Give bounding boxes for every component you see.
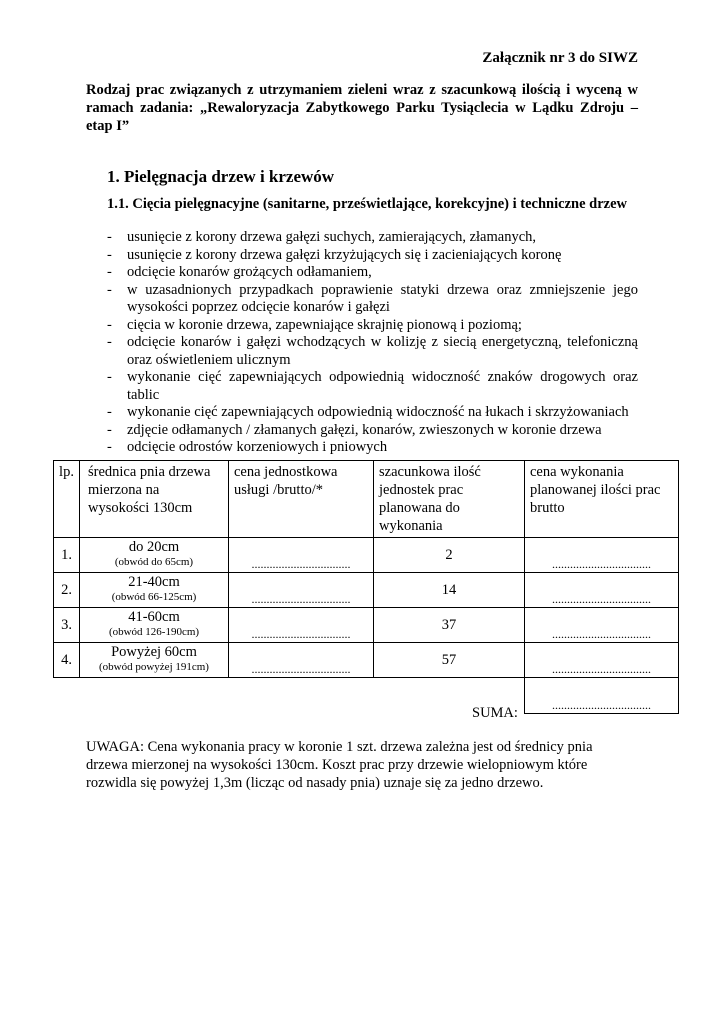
row-quantity: 14 [374, 573, 525, 608]
row-quantity: 2 [374, 538, 525, 573]
total-field: ................................. [525, 643, 679, 678]
row-lp: 3. [54, 608, 80, 643]
header-quantity: szacunkowa ilość jednostek prac planowana do wykonania [374, 461, 525, 538]
row-diameter [80, 538, 229, 573]
list-item: - wykonanie cięć zapewniających odpowiednią widoczność znaków drogowych oraz tablic [107, 369, 638, 404]
sum-total-field: ................................. [525, 678, 679, 714]
unit-price-field: ................................. [229, 538, 374, 573]
total-field: ................................. [525, 573, 679, 608]
circumference-range: (obwód 126-190cm) [108, 626, 200, 638]
table-row [54, 573, 679, 608]
list-item: - w uzasadnionych przypadkach poprawienie statyki drzewa oraz zmniejszenie jego wysokości poprzez odcięcie konarów i gałęzi [107, 282, 638, 317]
list-item: - cięcia w koronie drzewa, zapewniające skrajnię pionową i poziomą; [107, 317, 638, 335]
sum-row [54, 678, 679, 714]
table-row [54, 608, 679, 643]
unit-price-field: ................................. [229, 608, 374, 643]
row-diameter [80, 573, 229, 608]
sum-spacer [54, 678, 525, 714]
sum-label: SUMA: [472, 705, 518, 721]
row-quantity: 37 [374, 608, 525, 643]
list-item: - odcięcie odrostów korzeniowych i pniowych [107, 439, 638, 457]
list-item: - odcięcie konarów grożących odłamaniem, [107, 264, 638, 282]
circumference-range: (obwód 66-125cm) [111, 591, 197, 603]
diameter-range: 21-40cm [128, 574, 180, 590]
pricing-table [53, 460, 679, 714]
header-unit-price: cena jednostkowa usługi /brutto/* [229, 461, 374, 538]
row-lp: 2. [54, 573, 80, 608]
row-quantity: 57 [374, 643, 525, 678]
row-lp: 4. [54, 643, 80, 678]
diameter-range: do 20cm [128, 539, 180, 555]
table-header-row [54, 461, 679, 538]
note-paragraph: UWAGA: Cena wykonania pracy w koronie 1 szt. drzewa zależna jest od średnicy pnia drzewa mierzonej na wysokości 130cm. Koszt prac przy drzewie wielopniowym które rozwidla się powyżej 1,3m (licząc od nasady pnia) uznaje się za jedno drzewo. [86, 739, 593, 791]
list-item: - usunięcie z korony drzewa gałęzi krzyżujących się i zacieniających koronę [107, 247, 638, 265]
task-list [107, 229, 638, 457]
list-item: - wykonanie cięć zapewniających odpowiednią widoczność na łukach i skrzyżowaniach [107, 404, 638, 422]
unit-price-field: ................................. [229, 643, 374, 678]
header-total: cena wykonania planowanej ilości prac brutto [525, 461, 679, 538]
circumference-range: (obwód do 65cm) [114, 556, 194, 568]
list-item: - odcięcie konarów i gałęzi wchodzących w kolizję z siecią energetyczną, telefoniczną oraz oświetleniem ulicznym [107, 334, 638, 369]
row-diameter [80, 643, 229, 678]
list-item: - zdjęcie odłamanych / złamanych gałęzi, konarów, zwieszonych w koronie drzewa [107, 422, 638, 440]
list-item: - usunięcie z korony drzewa gałęzi suchych, zamierających, złamanych, [107, 229, 638, 247]
total-field: ................................. [525, 608, 679, 643]
intro-paragraph: Rodzaj prac związanych z utrzymaniem zieleni wraz z szacunkową ilością i wyceną w ramach zadania: „Rewaloryzacja Zabytkowego Parku Tysiąclecia w Lądku Zdroju – etap I” [86, 82, 638, 134]
header-lp: lp. [54, 461, 80, 538]
annex-label: Załącznik nr 3 do SIWZ [482, 50, 638, 66]
total-field: ................................. [525, 538, 679, 573]
row-lp: 1. [54, 538, 80, 573]
header-diameter: średnica pnia drzewa mierzona na wysokości 130cm [80, 461, 229, 538]
diameter-range: 41-60cm [128, 609, 180, 625]
unit-price-field: ................................. [229, 573, 374, 608]
subsection-heading: 1.1. Cięcia pielęgnacyjne (sanitarne, prześwietlające, korekcyjne) i techniczne drzew [107, 196, 627, 212]
circumference-range: (obwód powyżej 191cm) [99, 661, 209, 673]
section-heading: 1. Pielęgnacja drzew i krzewów [107, 167, 335, 186]
table-row [54, 538, 679, 573]
diameter-range: Powyżej 60cm [111, 644, 197, 660]
row-diameter [80, 608, 229, 643]
table-row [54, 643, 679, 678]
